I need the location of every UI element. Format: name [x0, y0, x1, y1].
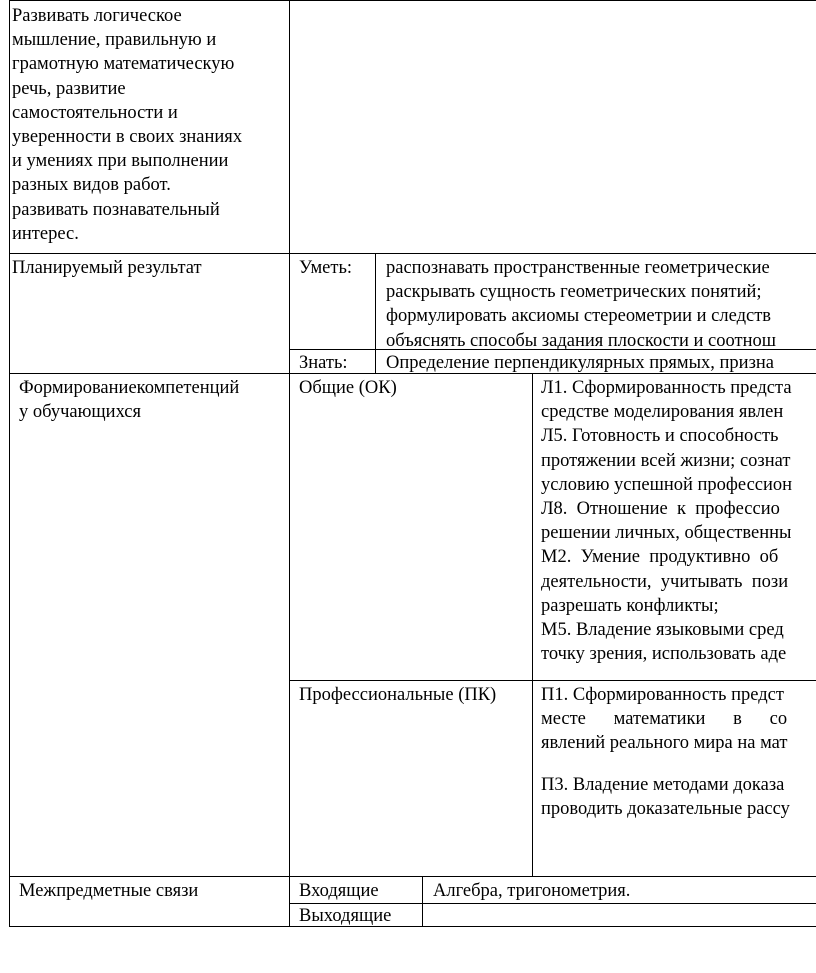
col-divider-links — [422, 876, 423, 927]
general-line: решении личных, общественны — [541, 523, 792, 544]
goal-line: речь, развитие — [12, 78, 126, 99]
prof-line: П1. Сформированность предст — [541, 685, 784, 705]
planned-result-label: Планируемый результат — [12, 258, 202, 278]
umet-line: распознавать пространственные геометрические — [386, 258, 770, 278]
prof-line: явлений реального мира на мат — [541, 733, 788, 754]
competence-label-line: у обучающихся — [19, 402, 142, 423]
row-divider-3 — [9, 876, 816, 877]
prof-line: проводить доказательные рассу — [541, 799, 790, 820]
general-line: Л1. Сформированность предста — [541, 378, 792, 398]
prof-competence-text-b — [541, 773, 816, 821]
general-competence-label: Общие (ОК) — [299, 378, 397, 398]
umet-line: раскрывать сущность геометрических понятий; — [386, 282, 762, 303]
goal-line: разных видов работ. — [12, 175, 171, 196]
row-divider-general-prof — [289, 680, 816, 681]
goal-text — [12, 4, 242, 246]
competence-label-line: Формированиекомпетенций — [19, 378, 240, 398]
goal-line: развивать познавательный — [12, 199, 220, 220]
general-line: средстве моделирования явлен — [541, 402, 784, 423]
general-line: условию успешной профессион — [541, 474, 793, 495]
general-competence-text — [541, 376, 816, 666]
umet-label: Уметь: — [299, 258, 353, 278]
table-border-top — [9, 0, 816, 1]
goal-line: и умениях при выполнении — [12, 151, 229, 172]
prof-competence-label: Профессиональные (ПК) — [299, 685, 497, 705]
competence-label — [19, 376, 239, 424]
general-line: точку зрения, использовать аде — [541, 644, 787, 665]
table-border-bottom — [9, 926, 816, 927]
prof-line: месте математики в со — [541, 709, 788, 730]
general-line: Л5. Готовность и способность — [541, 426, 779, 447]
umet-text — [386, 256, 816, 353]
col-divider-main — [289, 0, 290, 927]
outgoing-label: Выходящие — [299, 906, 392, 926]
general-line: протяжении всей жизни; сознат — [541, 450, 791, 471]
goal-line: Развивать логическое — [12, 6, 182, 26]
general-line: М5. Владение языковыми сред — [541, 620, 784, 641]
goal-line: уверенности в своих знаниях — [12, 127, 243, 148]
general-line: деятельности, учитывать пози — [541, 571, 789, 592]
znat-text: Определение перпендикулярных прямых, призна — [386, 353, 774, 373]
umet-line: объяснять способы задания плоскости и соотнош — [386, 330, 776, 351]
goal-line: мышление, правильную и — [12, 30, 217, 51]
incoming-value: Алгебра, тригонометрия. — [433, 881, 631, 901]
general-line: М2. Умение продуктивно об — [541, 547, 779, 568]
general-line: Л8. Отношение к профессио — [541, 499, 780, 520]
links-label: Межпредметные связи — [19, 881, 199, 901]
row-divider-1 — [9, 253, 816, 254]
col-divider-umet — [375, 253, 376, 374]
prof-line: П3. Владение методами доказа — [541, 775, 785, 795]
goal-line: интерес. — [12, 223, 79, 244]
general-line: разрешать конфликты; — [541, 595, 719, 616]
umet-line: формулировать аксиомы стереометрии и следств — [386, 306, 772, 327]
col-divider-competence — [532, 373, 533, 877]
incoming-label: Входящие — [299, 881, 379, 901]
goal-line: самостоятельности и — [12, 102, 178, 123]
goal-line: грамотную математическую — [12, 54, 235, 75]
table-border-left — [9, 0, 10, 927]
prof-competence-text-a — [541, 683, 816, 756]
znat-label: Знать: — [299, 353, 348, 373]
